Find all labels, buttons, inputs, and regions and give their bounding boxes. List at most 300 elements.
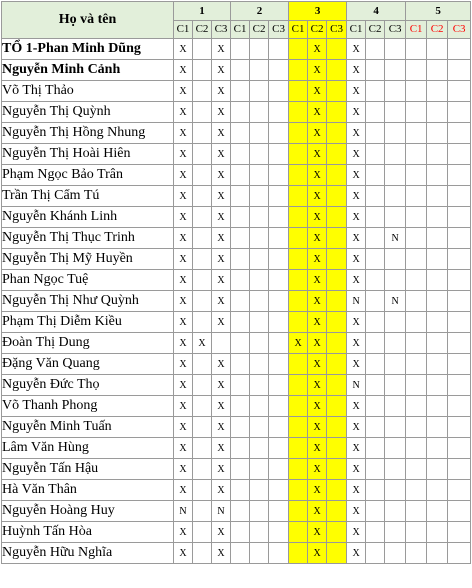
mark-cell[interactable] bbox=[366, 228, 385, 249]
mark-cell[interactable]: X bbox=[347, 543, 366, 564]
mark-cell[interactable] bbox=[385, 207, 406, 228]
mark-cell[interactable]: X bbox=[308, 39, 327, 60]
mark-cell[interactable]: X bbox=[308, 123, 327, 144]
mark-cell[interactable] bbox=[448, 102, 471, 123]
mark-cell[interactable]: X bbox=[347, 123, 366, 144]
sub-header-cell[interactable]: C2 bbox=[250, 20, 269, 39]
mark-cell[interactable] bbox=[289, 39, 308, 60]
mark-cell[interactable] bbox=[327, 438, 347, 459]
student-name-cell[interactable]: Trần Thị Cẩm Tú bbox=[2, 186, 174, 207]
mark-cell[interactable] bbox=[193, 249, 212, 270]
mark-cell[interactable] bbox=[193, 228, 212, 249]
mark-cell[interactable] bbox=[385, 543, 406, 564]
mark-cell[interactable] bbox=[231, 501, 250, 522]
mark-cell[interactable] bbox=[289, 312, 308, 333]
mark-cell[interactable] bbox=[366, 270, 385, 291]
mark-cell[interactable] bbox=[385, 186, 406, 207]
student-name-cell[interactable]: Hà Văn Thân bbox=[2, 480, 174, 501]
student-name-cell[interactable]: Huỳnh Tấn Hòa bbox=[2, 522, 174, 543]
mark-cell[interactable]: X bbox=[212, 144, 231, 165]
mark-cell[interactable]: X bbox=[347, 333, 366, 354]
mark-cell[interactable]: X bbox=[347, 312, 366, 333]
mark-cell[interactable]: X bbox=[212, 480, 231, 501]
mark-cell[interactable] bbox=[289, 543, 308, 564]
mark-cell[interactable]: X bbox=[174, 480, 193, 501]
mark-cell[interactable]: X bbox=[308, 459, 327, 480]
mark-cell[interactable] bbox=[327, 396, 347, 417]
mark-cell[interactable]: X bbox=[212, 417, 231, 438]
mark-cell[interactable] bbox=[366, 333, 385, 354]
mark-cell[interactable] bbox=[366, 396, 385, 417]
mark-cell[interactable]: X bbox=[308, 396, 327, 417]
mark-cell[interactable] bbox=[289, 165, 308, 186]
mark-cell[interactable]: X bbox=[308, 438, 327, 459]
mark-cell[interactable] bbox=[327, 144, 347, 165]
student-name-cell[interactable]: Nguyễn Hữu Nghĩa bbox=[2, 543, 174, 564]
mark-cell[interactable]: X bbox=[212, 123, 231, 144]
mark-cell[interactable]: X bbox=[212, 186, 231, 207]
mark-cell[interactable] bbox=[385, 396, 406, 417]
student-name-cell[interactable]: Nguyễn Thị Hoài Hiên bbox=[2, 144, 174, 165]
mark-cell[interactable] bbox=[269, 522, 289, 543]
mark-cell[interactable] bbox=[289, 354, 308, 375]
mark-cell[interactable] bbox=[406, 543, 427, 564]
mark-cell[interactable] bbox=[427, 291, 448, 312]
student-name-cell[interactable]: Lâm Văn Hùng bbox=[2, 438, 174, 459]
mark-cell[interactable] bbox=[448, 417, 471, 438]
mark-cell[interactable]: X bbox=[212, 270, 231, 291]
mark-cell[interactable] bbox=[427, 123, 448, 144]
mark-cell[interactable]: X bbox=[212, 312, 231, 333]
mark-cell[interactable] bbox=[269, 270, 289, 291]
mark-cell[interactable] bbox=[269, 186, 289, 207]
mark-cell[interactable] bbox=[250, 207, 269, 228]
mark-cell[interactable] bbox=[385, 501, 406, 522]
mark-cell[interactable] bbox=[269, 249, 289, 270]
mark-cell[interactable] bbox=[250, 81, 269, 102]
mark-cell[interactable]: X bbox=[347, 417, 366, 438]
mark-cell[interactable]: X bbox=[347, 186, 366, 207]
mark-cell[interactable] bbox=[406, 480, 427, 501]
mark-cell[interactable]: X bbox=[308, 249, 327, 270]
mark-cell[interactable] bbox=[448, 165, 471, 186]
mark-cell[interactable] bbox=[289, 228, 308, 249]
mark-cell[interactable] bbox=[366, 375, 385, 396]
mark-cell[interactable] bbox=[327, 39, 347, 60]
mark-cell[interactable] bbox=[231, 81, 250, 102]
mark-cell[interactable] bbox=[193, 312, 212, 333]
mark-cell[interactable]: X bbox=[308, 501, 327, 522]
mark-cell[interactable]: X bbox=[347, 354, 366, 375]
mark-cell[interactable] bbox=[385, 438, 406, 459]
mark-cell[interactable]: X bbox=[347, 39, 366, 60]
mark-cell[interactable]: X bbox=[308, 102, 327, 123]
mark-cell[interactable] bbox=[193, 39, 212, 60]
mark-cell[interactable] bbox=[231, 144, 250, 165]
mark-cell[interactable] bbox=[231, 39, 250, 60]
student-name-cell[interactable]: Nguyễn Thị Như Quỳnh bbox=[2, 291, 174, 312]
mark-cell[interactable]: X bbox=[212, 228, 231, 249]
mark-cell[interactable] bbox=[448, 144, 471, 165]
mark-cell[interactable] bbox=[406, 396, 427, 417]
mark-cell[interactable]: X bbox=[174, 81, 193, 102]
mark-cell[interactable] bbox=[231, 312, 250, 333]
mark-cell[interactable] bbox=[327, 81, 347, 102]
mark-cell[interactable] bbox=[250, 123, 269, 144]
mark-cell[interactable]: X bbox=[212, 375, 231, 396]
mark-cell[interactable] bbox=[231, 417, 250, 438]
mark-cell[interactable] bbox=[269, 207, 289, 228]
mark-cell[interactable]: X bbox=[347, 270, 366, 291]
mark-cell[interactable] bbox=[231, 333, 250, 354]
mark-cell[interactable] bbox=[269, 60, 289, 81]
mark-cell[interactable] bbox=[366, 144, 385, 165]
mark-cell[interactable] bbox=[250, 417, 269, 438]
mark-cell[interactable] bbox=[289, 375, 308, 396]
mark-cell[interactable] bbox=[327, 123, 347, 144]
mark-cell[interactable] bbox=[385, 333, 406, 354]
mark-cell[interactable] bbox=[385, 144, 406, 165]
mark-cell[interactable] bbox=[406, 60, 427, 81]
mark-cell[interactable] bbox=[327, 417, 347, 438]
mark-cell[interactable] bbox=[427, 375, 448, 396]
mark-cell[interactable]: X bbox=[174, 186, 193, 207]
mark-cell[interactable]: X bbox=[174, 39, 193, 60]
mark-cell[interactable] bbox=[327, 249, 347, 270]
mark-cell[interactable]: X bbox=[174, 543, 193, 564]
mark-cell[interactable]: X bbox=[174, 522, 193, 543]
mark-cell[interactable] bbox=[250, 165, 269, 186]
mark-cell[interactable] bbox=[289, 459, 308, 480]
mark-cell[interactable] bbox=[289, 60, 308, 81]
mark-cell[interactable] bbox=[250, 375, 269, 396]
mark-cell[interactable] bbox=[448, 186, 471, 207]
mark-cell[interactable]: X bbox=[347, 165, 366, 186]
mark-cell[interactable] bbox=[366, 354, 385, 375]
mark-cell[interactable] bbox=[231, 522, 250, 543]
mark-cell[interactable] bbox=[327, 522, 347, 543]
mark-cell[interactable] bbox=[327, 312, 347, 333]
mark-cell[interactable] bbox=[366, 522, 385, 543]
mark-cell[interactable]: X bbox=[289, 333, 308, 354]
mark-cell[interactable] bbox=[327, 354, 347, 375]
mark-cell[interactable] bbox=[269, 417, 289, 438]
mark-cell[interactable] bbox=[289, 186, 308, 207]
mark-cell[interactable]: X bbox=[193, 333, 212, 354]
mark-cell[interactable] bbox=[448, 354, 471, 375]
mark-cell[interactable] bbox=[212, 333, 231, 354]
mark-cell[interactable] bbox=[406, 102, 427, 123]
mark-cell[interactable]: X bbox=[174, 459, 193, 480]
sub-header-cell[interactable]: C1 bbox=[174, 20, 193, 39]
mark-cell[interactable] bbox=[193, 81, 212, 102]
mark-cell[interactable] bbox=[231, 480, 250, 501]
mark-cell[interactable]: X bbox=[174, 438, 193, 459]
mark-cell[interactable]: X bbox=[174, 249, 193, 270]
mark-cell[interactable] bbox=[427, 354, 448, 375]
mark-cell[interactable] bbox=[366, 186, 385, 207]
mark-cell[interactable] bbox=[289, 207, 308, 228]
mark-cell[interactable]: X bbox=[212, 543, 231, 564]
mark-cell[interactable]: X bbox=[347, 396, 366, 417]
mark-cell[interactable] bbox=[366, 438, 385, 459]
mark-cell[interactable] bbox=[269, 459, 289, 480]
mark-cell[interactable] bbox=[427, 60, 448, 81]
mark-cell[interactable] bbox=[231, 102, 250, 123]
mark-cell[interactable]: X bbox=[212, 60, 231, 81]
mark-cell[interactable] bbox=[231, 228, 250, 249]
mark-cell[interactable] bbox=[269, 102, 289, 123]
mark-cell[interactable] bbox=[427, 270, 448, 291]
mark-cell[interactable] bbox=[385, 270, 406, 291]
mark-cell[interactable] bbox=[406, 417, 427, 438]
mark-cell[interactable] bbox=[385, 480, 406, 501]
student-name-cell[interactable]: Nguyễn Khánh Linh bbox=[2, 207, 174, 228]
mark-cell[interactable] bbox=[269, 375, 289, 396]
sub-header-cell[interactable]: C1 bbox=[231, 20, 250, 39]
mark-cell[interactable]: X bbox=[212, 396, 231, 417]
group-header-5[interactable]: 5 bbox=[406, 2, 471, 21]
mark-cell[interactable]: X bbox=[174, 207, 193, 228]
mark-cell[interactable] bbox=[231, 375, 250, 396]
student-name-cell[interactable]: Phạm Ngọc Bảo Trân bbox=[2, 165, 174, 186]
mark-cell[interactable]: X bbox=[174, 375, 193, 396]
mark-cell[interactable] bbox=[406, 459, 427, 480]
mark-cell[interactable] bbox=[448, 312, 471, 333]
mark-cell[interactable]: X bbox=[308, 417, 327, 438]
mark-cell[interactable] bbox=[269, 396, 289, 417]
mark-cell[interactable] bbox=[448, 480, 471, 501]
mark-cell[interactable] bbox=[193, 144, 212, 165]
mark-cell[interactable] bbox=[250, 459, 269, 480]
mark-cell[interactable] bbox=[250, 354, 269, 375]
mark-cell[interactable] bbox=[406, 438, 427, 459]
mark-cell[interactable]: X bbox=[347, 81, 366, 102]
group-header-4[interactable]: 4 bbox=[347, 2, 406, 21]
mark-cell[interactable] bbox=[366, 165, 385, 186]
mark-cell[interactable] bbox=[366, 480, 385, 501]
student-name-cell[interactable]: Phan Ngọc Tuệ bbox=[2, 270, 174, 291]
mark-cell[interactable] bbox=[250, 522, 269, 543]
mark-cell[interactable] bbox=[327, 333, 347, 354]
mark-cell[interactable] bbox=[366, 39, 385, 60]
mark-cell[interactable]: X bbox=[347, 228, 366, 249]
sub-header-cell[interactable]: C3 bbox=[269, 20, 289, 39]
mark-cell[interactable]: X bbox=[308, 270, 327, 291]
mark-cell[interactable] bbox=[193, 522, 212, 543]
mark-cell[interactable] bbox=[327, 102, 347, 123]
mark-cell[interactable] bbox=[427, 207, 448, 228]
student-name-cell[interactable]: TỔ 1-Phan Minh Dũng bbox=[2, 39, 174, 60]
mark-cell[interactable] bbox=[385, 249, 406, 270]
mark-cell[interactable] bbox=[193, 165, 212, 186]
mark-cell[interactable]: X bbox=[174, 228, 193, 249]
mark-cell[interactable]: X bbox=[174, 60, 193, 81]
mark-cell[interactable]: X bbox=[174, 165, 193, 186]
mark-cell[interactable] bbox=[193, 459, 212, 480]
mark-cell[interactable]: X bbox=[174, 396, 193, 417]
sub-header-cell[interactable]: C3 bbox=[385, 20, 406, 39]
mark-cell[interactable] bbox=[269, 39, 289, 60]
mark-cell[interactable] bbox=[269, 543, 289, 564]
mark-cell[interactable] bbox=[448, 543, 471, 564]
mark-cell[interactable] bbox=[427, 165, 448, 186]
mark-cell[interactable]: X bbox=[212, 165, 231, 186]
mark-cell[interactable]: N bbox=[385, 228, 406, 249]
mark-cell[interactable]: X bbox=[347, 522, 366, 543]
mark-cell[interactable] bbox=[231, 60, 250, 81]
mark-cell[interactable]: X bbox=[347, 60, 366, 81]
mark-cell[interactable] bbox=[406, 291, 427, 312]
mark-cell[interactable] bbox=[448, 270, 471, 291]
mark-cell[interactable]: X bbox=[308, 291, 327, 312]
student-name-cell[interactable]: Nguyễn Minh Tuấn bbox=[2, 417, 174, 438]
mark-cell[interactable]: X bbox=[174, 270, 193, 291]
mark-cell[interactable] bbox=[406, 333, 427, 354]
mark-cell[interactable] bbox=[250, 438, 269, 459]
mark-cell[interactable] bbox=[366, 249, 385, 270]
mark-cell[interactable]: X bbox=[308, 312, 327, 333]
sub-header-cell[interactable]: C3 bbox=[327, 20, 347, 39]
mark-cell[interactable] bbox=[250, 228, 269, 249]
mark-cell[interactable] bbox=[385, 417, 406, 438]
mark-cell[interactable] bbox=[289, 501, 308, 522]
mark-cell[interactable] bbox=[231, 249, 250, 270]
mark-cell[interactable] bbox=[366, 291, 385, 312]
mark-cell[interactable] bbox=[289, 81, 308, 102]
mark-cell[interactable] bbox=[269, 480, 289, 501]
mark-cell[interactable] bbox=[193, 123, 212, 144]
mark-cell[interactable]: X bbox=[347, 480, 366, 501]
mark-cell[interactable] bbox=[366, 312, 385, 333]
mark-cell[interactable]: X bbox=[212, 102, 231, 123]
mark-cell[interactable]: N bbox=[212, 501, 231, 522]
mark-cell[interactable] bbox=[406, 522, 427, 543]
mark-cell[interactable]: X bbox=[347, 438, 366, 459]
mark-cell[interactable] bbox=[250, 501, 269, 522]
student-name-cell[interactable]: Võ Thị Thảo bbox=[2, 81, 174, 102]
mark-cell[interactable] bbox=[327, 270, 347, 291]
mark-cell[interactable]: N bbox=[347, 375, 366, 396]
mark-cell[interactable]: X bbox=[212, 249, 231, 270]
group-header-2[interactable]: 2 bbox=[231, 2, 289, 21]
mark-cell[interactable]: X bbox=[308, 228, 327, 249]
mark-cell[interactable] bbox=[250, 60, 269, 81]
mark-cell[interactable] bbox=[231, 354, 250, 375]
mark-cell[interactable] bbox=[427, 249, 448, 270]
mark-cell[interactable] bbox=[327, 543, 347, 564]
mark-cell[interactable] bbox=[250, 396, 269, 417]
sub-header-cell[interactable]: C2 bbox=[308, 20, 327, 39]
mark-cell[interactable] bbox=[406, 207, 427, 228]
mark-cell[interactable] bbox=[385, 60, 406, 81]
mark-cell[interactable] bbox=[385, 39, 406, 60]
mark-cell[interactable] bbox=[427, 396, 448, 417]
mark-cell[interactable] bbox=[406, 270, 427, 291]
mark-cell[interactable] bbox=[289, 123, 308, 144]
mark-cell[interactable] bbox=[193, 354, 212, 375]
mark-cell[interactable] bbox=[385, 165, 406, 186]
mark-cell[interactable]: X bbox=[174, 333, 193, 354]
mark-cell[interactable]: X bbox=[347, 249, 366, 270]
mark-cell[interactable] bbox=[327, 501, 347, 522]
mark-cell[interactable] bbox=[269, 165, 289, 186]
mark-cell[interactable]: X bbox=[174, 144, 193, 165]
mark-cell[interactable] bbox=[448, 60, 471, 81]
mark-cell[interactable] bbox=[250, 333, 269, 354]
mark-cell[interactable] bbox=[250, 39, 269, 60]
mark-cell[interactable] bbox=[231, 291, 250, 312]
mark-cell[interactable] bbox=[289, 417, 308, 438]
mark-cell[interactable] bbox=[427, 39, 448, 60]
mark-cell[interactable] bbox=[427, 417, 448, 438]
mark-cell[interactable]: X bbox=[212, 39, 231, 60]
mark-cell[interactable] bbox=[406, 186, 427, 207]
mark-cell[interactable] bbox=[193, 438, 212, 459]
mark-cell[interactable]: X bbox=[347, 144, 366, 165]
student-name-cell[interactable]: Nguyễn Đức Thọ bbox=[2, 375, 174, 396]
mark-cell[interactable] bbox=[231, 165, 250, 186]
mark-cell[interactable]: X bbox=[308, 207, 327, 228]
mark-cell[interactable] bbox=[385, 354, 406, 375]
mark-cell[interactable] bbox=[448, 207, 471, 228]
mark-cell[interactable] bbox=[427, 186, 448, 207]
mark-cell[interactable] bbox=[448, 438, 471, 459]
mark-cell[interactable] bbox=[448, 291, 471, 312]
mark-cell[interactable] bbox=[366, 207, 385, 228]
mark-cell[interactable] bbox=[269, 228, 289, 249]
mark-cell[interactable] bbox=[385, 123, 406, 144]
mark-cell[interactable]: X bbox=[308, 81, 327, 102]
mark-cell[interactable] bbox=[366, 543, 385, 564]
mark-cell[interactable] bbox=[193, 375, 212, 396]
mark-cell[interactable] bbox=[427, 333, 448, 354]
mark-cell[interactable] bbox=[448, 249, 471, 270]
mark-cell[interactable] bbox=[250, 291, 269, 312]
mark-cell[interactable] bbox=[385, 375, 406, 396]
mark-cell[interactable] bbox=[406, 312, 427, 333]
mark-cell[interactable] bbox=[231, 207, 250, 228]
student-name-cell[interactable]: Phạm Thị Diễm Kiều bbox=[2, 312, 174, 333]
mark-cell[interactable]: X bbox=[347, 501, 366, 522]
mark-cell[interactable] bbox=[427, 459, 448, 480]
student-name-cell[interactable]: Đặng Văn Quang bbox=[2, 354, 174, 375]
mark-cell[interactable]: X bbox=[212, 459, 231, 480]
mark-cell[interactable]: N bbox=[174, 501, 193, 522]
sub-header-cell[interactable]: C1 bbox=[347, 20, 366, 39]
sub-header-cell[interactable]: C3 bbox=[212, 20, 231, 39]
mark-cell[interactable] bbox=[250, 249, 269, 270]
mark-cell[interactable] bbox=[250, 186, 269, 207]
name-column-header[interactable]: Họ và tên bbox=[2, 2, 174, 39]
mark-cell[interactable]: X bbox=[212, 291, 231, 312]
mark-cell[interactable]: X bbox=[308, 480, 327, 501]
mark-cell[interactable]: X bbox=[174, 354, 193, 375]
sub-header-cell[interactable]: C2 bbox=[366, 20, 385, 39]
mark-cell[interactable] bbox=[269, 144, 289, 165]
mark-cell[interactable]: X bbox=[347, 102, 366, 123]
mark-cell[interactable] bbox=[193, 270, 212, 291]
mark-cell[interactable]: X bbox=[308, 60, 327, 81]
mark-cell[interactable]: X bbox=[347, 207, 366, 228]
student-name-cell[interactable]: Võ Thanh Phong bbox=[2, 396, 174, 417]
mark-cell[interactable] bbox=[289, 291, 308, 312]
mark-cell[interactable] bbox=[327, 291, 347, 312]
mark-cell[interactable] bbox=[193, 60, 212, 81]
mark-cell[interactable] bbox=[427, 438, 448, 459]
mark-cell[interactable] bbox=[327, 186, 347, 207]
mark-cell[interactable] bbox=[289, 522, 308, 543]
